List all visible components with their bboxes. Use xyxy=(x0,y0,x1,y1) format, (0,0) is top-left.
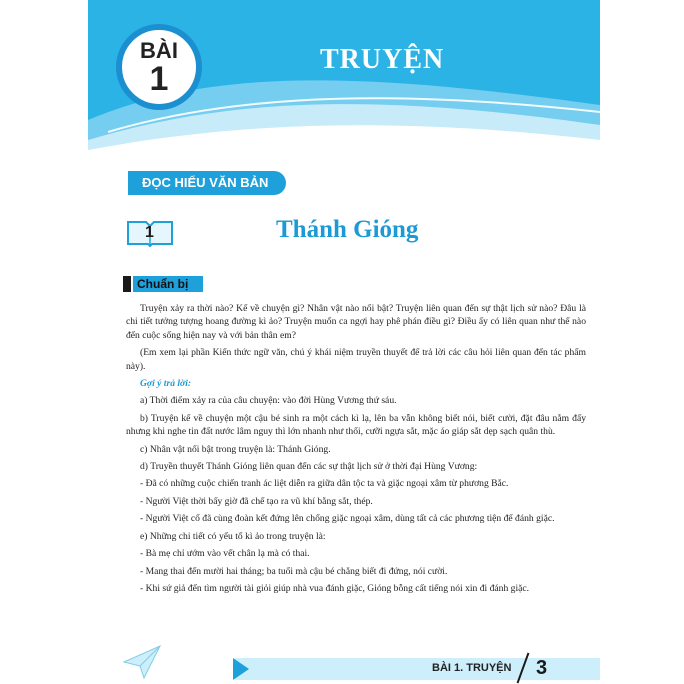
chapter-title: TRUYỆN xyxy=(320,44,445,75)
footer-arrow-icon xyxy=(233,658,249,680)
chapter-banner xyxy=(88,0,600,165)
answer-a: a) Thời điểm xảy ra của câu chuyện: vào đời Hùng Vương thứ sáu. xyxy=(140,395,397,407)
answer-d-item: - Đã có những cuộc chiến tranh ác liệt diễn ra giữa dân tộc ta và giặc ngoại xâm từ phương Bắc. xyxy=(140,478,509,490)
lesson-number: 1 xyxy=(149,60,169,98)
story-number: 1 xyxy=(145,224,154,241)
content-body xyxy=(126,302,586,599)
paragraph-intro: Truyện xảy ra thời nào? Kể về chuyện gì? Nhân vật nào nổi bật? Truyện liên quan đến sự thật lịch sử nào? Đâu là chi tiết tưởng tượng hoang đường kì ảo? Truyện muốn ca ngợi hay phê phán điều gì? Điều ấy có liên quan như thế nào đến cuộc sống hiện nay và với bản thân em? xyxy=(126,303,586,341)
prep-label: Chuẩn bị xyxy=(133,276,203,292)
answer-d: d) Truyền thuyết Thánh Gióng liên quan đến các sự thật lịch sử ở thời đại Hùng Vương: xyxy=(140,461,478,473)
prep-marker xyxy=(123,276,131,292)
book-page xyxy=(88,0,600,684)
hint-heading: Gợi ý trả lời: xyxy=(140,378,192,390)
paragraph-note: (Em xem lại phần Kiến thức ngữ văn, chú ý khái niệm truyền thuyết để trả lời các câu hỏi liên quan đến tác phẩm này). xyxy=(126,347,586,372)
answer-e: e) Những chi tiết có yếu tố kì ảo trong truyện là: xyxy=(140,530,326,542)
answer-c: c) Nhân vật nổi bật trong truyện là: Thánh Gióng. xyxy=(140,443,331,455)
page-number: 3 xyxy=(536,657,548,679)
answer-e-item: - Mang thai đến mười hai tháng; ba tuổi mà cậu bé chẳng biết đi đứng, nói cười. xyxy=(140,565,448,577)
answer-e-item: - Khi sứ giả đến tìm người tài giỏi giúp nhà vua đánh giặc, Gióng bỗng cất tiếng nói xin đi đánh giặc. xyxy=(140,582,530,594)
section-label: ĐỌC HIỂU VĂN BẢN xyxy=(128,171,286,195)
lesson-word: BÀI xyxy=(140,38,178,63)
answer-d-item: - Người Việt thời bấy giờ đã chế tạo ra vũ khí bằng sắt, thép. xyxy=(140,495,373,507)
footer-lesson: BÀI 1. TRUYỆN xyxy=(432,662,512,674)
paper-plane-icon xyxy=(122,640,162,680)
answer-d-item: - Người Việt cổ đã cùng đoàn kết đứng lên chống giặc ngoại xâm, dùng tất cả các phương tiện để đánh giặc. xyxy=(140,513,555,525)
story-title: Thánh Gióng xyxy=(276,216,419,243)
answer-e-item: - Bà mẹ chỉ ướm vào vết chân lạ mà có thai. xyxy=(140,548,310,560)
lesson-badge xyxy=(116,24,202,110)
answer-b: b) Truyện kể về chuyện một cậu bé sinh ra một cách kì lạ, lên ba vẫn không biết nói, biết cười, đặt đâu nằm đấy nhưng khi nghe tin đất nước lâm nguy thì lớn nhanh như thổi, cưỡi ngựa sắt, mặc áo giáp sắt dẹp sạch quân thù. xyxy=(126,412,586,438)
